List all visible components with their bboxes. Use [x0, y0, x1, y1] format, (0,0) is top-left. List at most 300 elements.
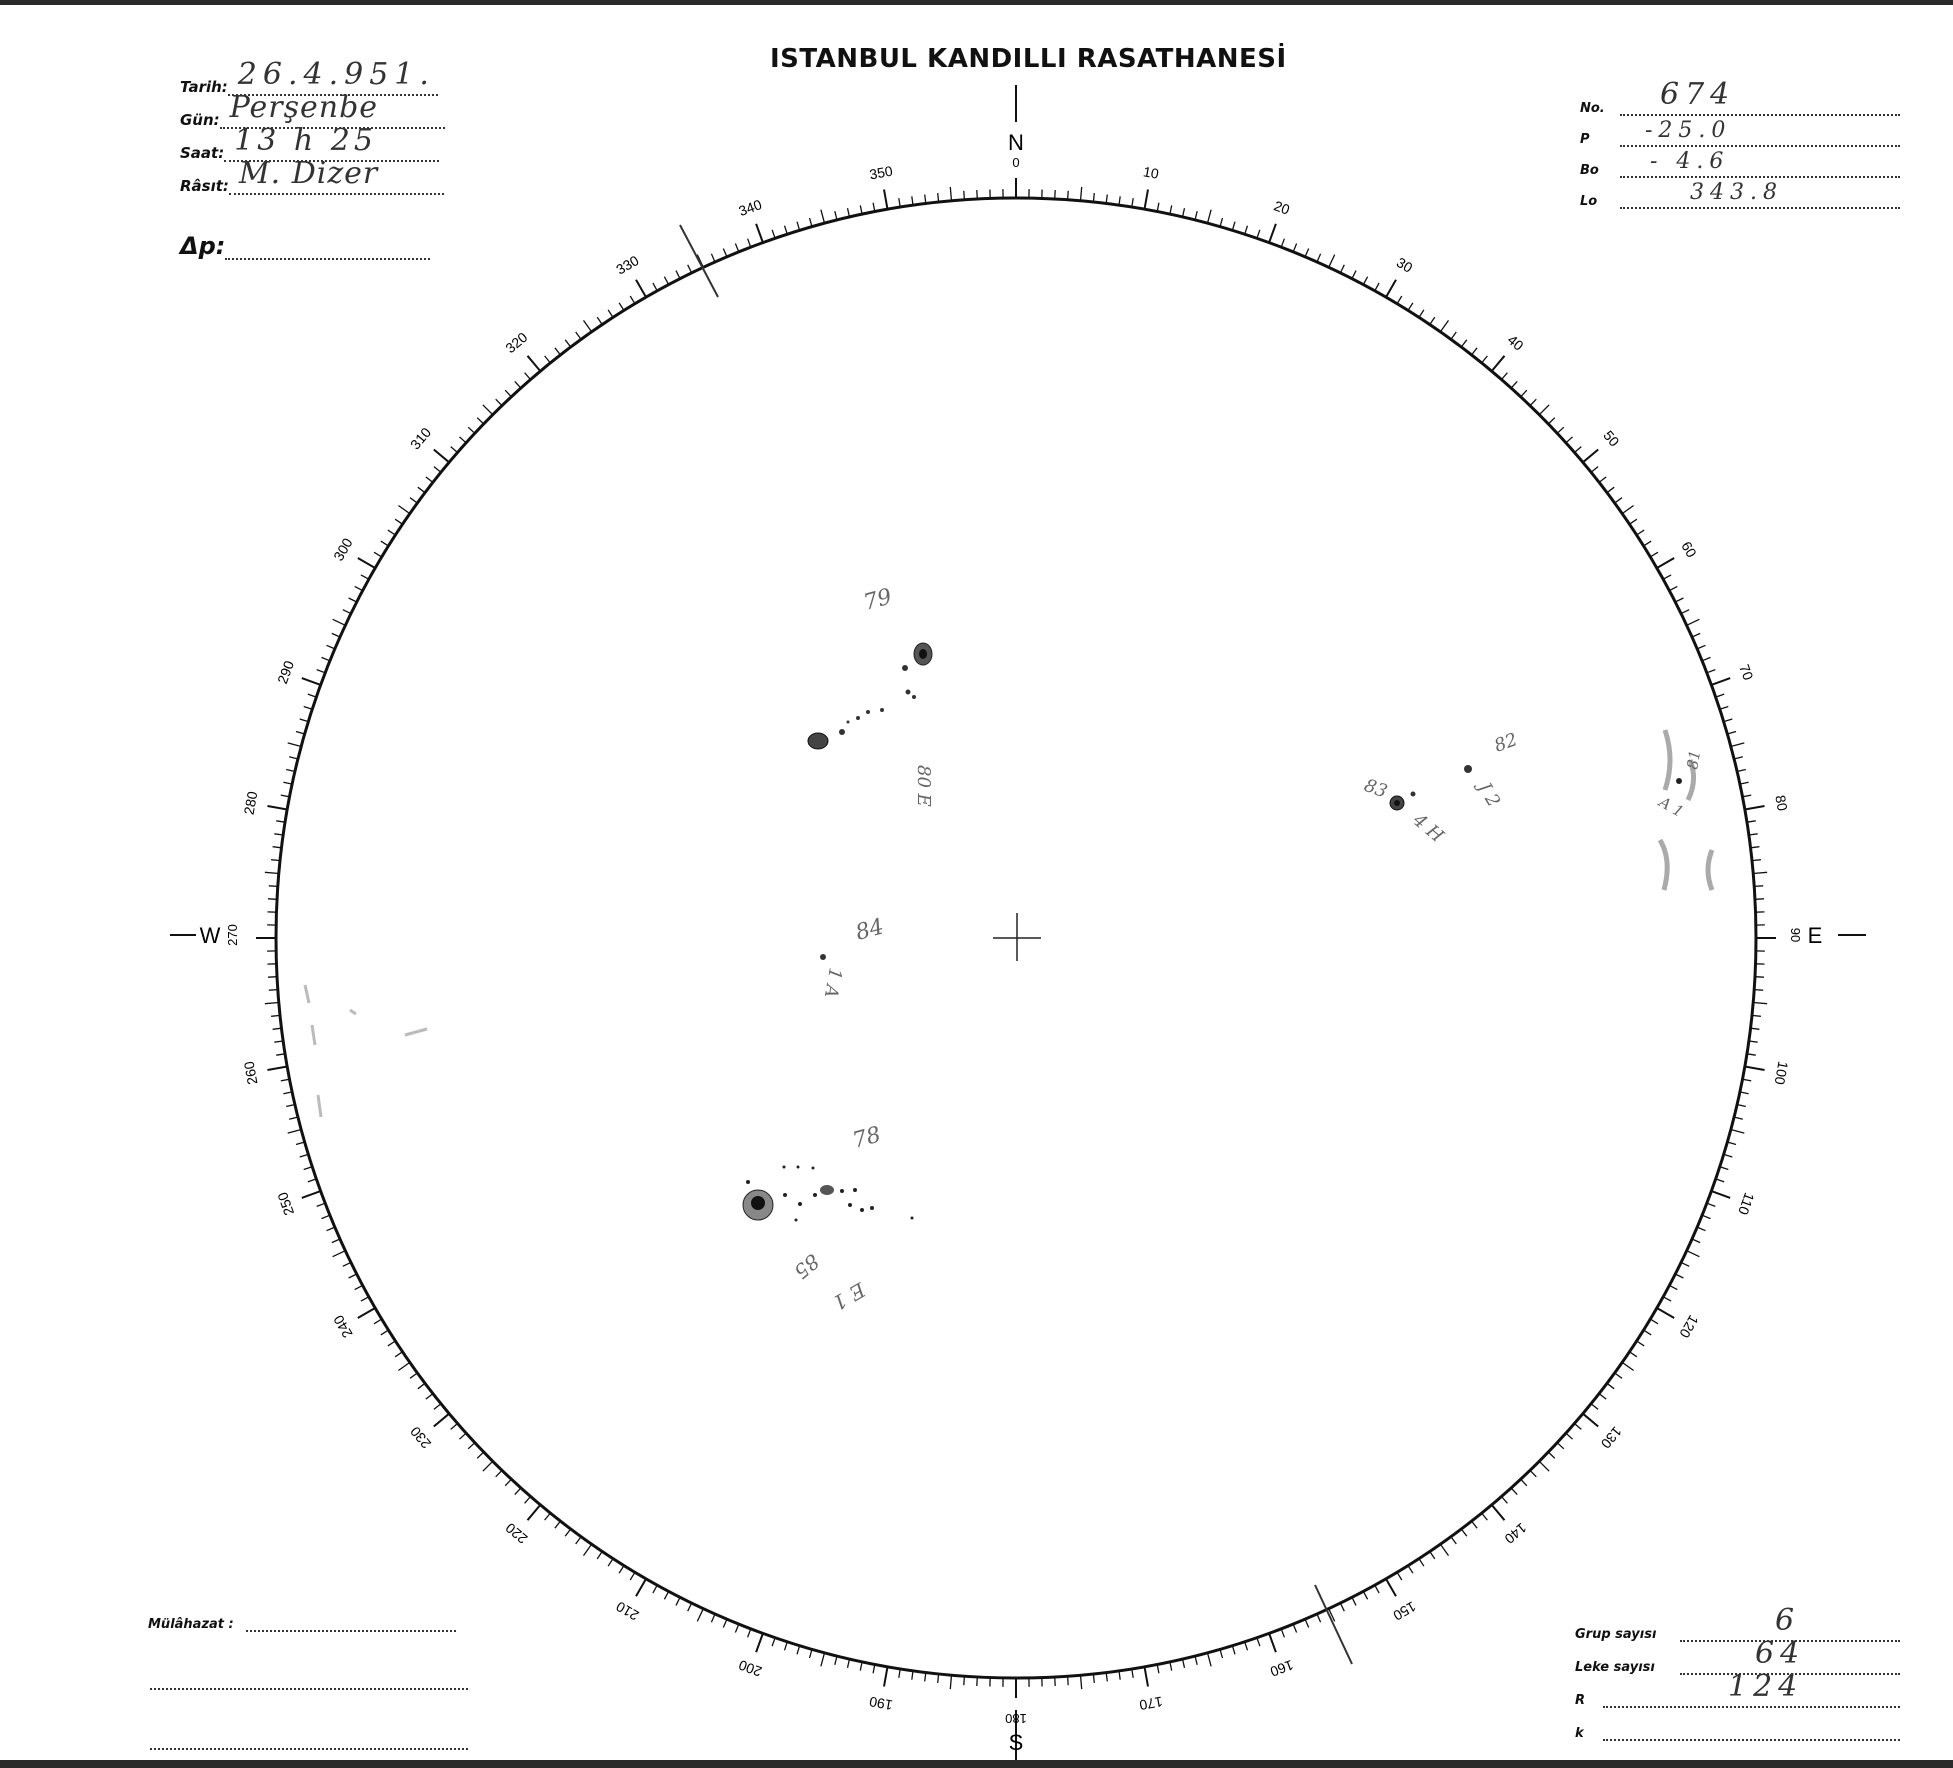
sunspot-umbra — [1394, 800, 1400, 806]
dial-tick — [322, 657, 330, 660]
group-label-81-code: A 1 — [1656, 792, 1687, 822]
north-letter: N — [1008, 130, 1024, 155]
dial-tick — [1692, 1239, 1700, 1243]
dial-tick — [288, 1130, 302, 1134]
dial-tick — [322, 1215, 330, 1218]
dial-tick — [608, 310, 613, 318]
dial-label-50: 50 — [1600, 427, 1623, 450]
dial-tick — [630, 1572, 635, 1580]
dial-tick — [1492, 356, 1505, 371]
dial-tick — [327, 645, 335, 649]
dial-tick — [1482, 356, 1488, 363]
dial-tick — [1720, 707, 1729, 710]
dial-tick — [361, 1297, 369, 1301]
dial-tick — [1530, 1470, 1536, 1477]
dial-tick — [545, 1513, 551, 1520]
dial-tick — [1637, 1341, 1645, 1346]
dial-tick — [349, 598, 357, 602]
sunspot-umbra — [919, 649, 927, 659]
dial-tick — [653, 1585, 657, 1593]
dial-tick — [265, 1003, 279, 1004]
dial-tick — [1615, 1373, 1622, 1378]
dial-tick — [276, 821, 285, 822]
dial-tick — [388, 1341, 396, 1346]
dial-tick — [1687, 619, 1700, 625]
dial-tick — [1451, 332, 1456, 339]
dial-tick — [468, 427, 475, 433]
dial-tick — [1293, 244, 1296, 252]
dial-tick — [271, 860, 280, 861]
sunspot — [820, 1185, 834, 1195]
sunspot — [795, 1219, 798, 1222]
dial-tick — [797, 1646, 800, 1655]
mulahazat-label: Mülâhazat : — [148, 1617, 234, 1632]
dial-tick — [496, 399, 502, 406]
dial-tick — [619, 303, 624, 311]
dial-tick — [1511, 1488, 1517, 1495]
dial-label-100: 100 — [1771, 1060, 1792, 1086]
dial-tick — [756, 224, 763, 243]
dial-tick — [395, 519, 402, 524]
dial-tick — [1502, 1497, 1508, 1504]
sunspot — [783, 1166, 786, 1169]
dial-tick — [545, 356, 551, 363]
dial-tick — [1419, 1559, 1424, 1567]
sunspot — [848, 1203, 852, 1207]
dial-tick — [977, 190, 978, 199]
dial-tick — [1754, 886, 1763, 887]
dial-tick — [1681, 610, 1689, 614]
dial-tick — [711, 1614, 715, 1622]
leke-value: 64 — [1755, 1636, 1806, 1671]
dial-tick — [1419, 310, 1424, 318]
dial-tick — [630, 296, 635, 304]
dial-tick — [1650, 1319, 1658, 1324]
dial-tick — [735, 1624, 738, 1632]
dial-tick — [269, 886, 278, 887]
dial-tick — [1386, 1579, 1396, 1596]
dial-tick — [477, 418, 484, 424]
dial-tick — [343, 610, 351, 614]
dial-label-30: 30 — [1393, 254, 1416, 276]
sunspot-umbra — [751, 1196, 765, 1210]
dial-tick — [1591, 467, 1598, 473]
dial-tick — [1644, 541, 1652, 546]
dial-tick — [785, 226, 788, 235]
dial-label-280: 280 — [240, 790, 261, 816]
dial-tick — [483, 1461, 493, 1471]
group-label-84: 84 — [853, 914, 887, 946]
dial-label-140: 140 — [1501, 1519, 1530, 1548]
dial-tick — [873, 203, 875, 212]
dial-tick — [343, 1262, 351, 1266]
dial-tick — [964, 1676, 965, 1685]
dial-tick — [332, 1239, 340, 1243]
dial-tick — [1232, 1646, 1235, 1655]
dial-label-310: 310 — [406, 424, 435, 453]
group-label-83: 83 — [1361, 774, 1390, 803]
dial-tick — [1752, 860, 1761, 861]
dial-tick — [1731, 1130, 1745, 1134]
dial-tick — [1145, 1667, 1149, 1687]
dial-tick — [1281, 239, 1284, 248]
dial-tick — [1711, 1191, 1730, 1198]
dial-tick — [1752, 1015, 1761, 1016]
dial-tick — [426, 1394, 433, 1400]
dial-label-80: 80 — [1772, 793, 1791, 813]
dial-label-320: 320 — [502, 328, 531, 357]
dial-tick — [1081, 1675, 1082, 1689]
dial-tick — [1340, 1603, 1344, 1611]
dial-tick — [1697, 1227, 1705, 1231]
r-value: 124 — [1728, 1669, 1804, 1704]
group-label-85-code: E 1 — [828, 1277, 870, 1316]
dial-tick — [283, 1092, 292, 1094]
sunspot — [840, 1189, 844, 1193]
sunspot-drawing — [305, 643, 1712, 1222]
dial-tick — [576, 1537, 581, 1544]
dial-tick — [1055, 190, 1056, 199]
sunspot — [812, 1167, 815, 1170]
dial-tick — [1681, 1262, 1689, 1266]
dial-tick — [1220, 218, 1223, 227]
dial-tick — [1397, 1572, 1402, 1580]
dial-tick — [332, 633, 340, 637]
dial-tick — [1657, 1308, 1674, 1318]
dial-tick — [1363, 277, 1367, 285]
dial-tick — [333, 1251, 346, 1257]
lo-value: 343.8 — [1690, 180, 1783, 205]
dial-tick — [1232, 222, 1235, 231]
dial-tick — [1637, 530, 1645, 535]
dial-tick — [525, 373, 531, 380]
dial-tick — [1711, 678, 1730, 685]
sunspot — [847, 721, 850, 724]
sunspot — [866, 710, 870, 714]
dial-tick — [1375, 283, 1379, 291]
dial-tick — [1734, 1117, 1743, 1119]
dial-tick — [619, 1566, 624, 1574]
dial-label-330: 330 — [613, 252, 642, 278]
dial-tick — [1081, 187, 1082, 201]
dial-tick — [468, 1443, 475, 1449]
dial-tick — [785, 1642, 788, 1651]
no-value: 674 — [1660, 77, 1736, 112]
dial-tick — [835, 211, 837, 220]
dial-tick — [938, 1674, 939, 1683]
dial-tick — [723, 249, 727, 257]
sunspot — [911, 1217, 914, 1220]
dial-tick — [899, 1669, 900, 1678]
dial-tick — [1539, 1461, 1549, 1471]
dial-tick — [1317, 254, 1321, 262]
dial-tick — [821, 210, 825, 224]
dial-tick — [653, 283, 657, 291]
dial-tick — [1093, 193, 1094, 202]
dial-tick — [1461, 1529, 1467, 1536]
dial-tick — [1170, 205, 1172, 214]
dial-label-10: 10 — [1141, 163, 1161, 182]
sunspot — [1676, 778, 1682, 784]
dial-tick — [288, 743, 302, 747]
dial-tick — [748, 1629, 751, 1638]
dial-tick — [268, 977, 277, 978]
dial-tick — [1472, 348, 1478, 355]
dial-tick — [1440, 320, 1448, 331]
dial-tick — [1305, 1619, 1309, 1627]
group-label-83-code: 4 H — [1408, 809, 1448, 847]
dial-label-340: 340 — [736, 196, 764, 220]
dial-tick — [358, 558, 375, 568]
compass-axes — [170, 85, 1866, 1760]
sunspot — [1411, 792, 1416, 797]
dial-label-250: 250 — [274, 1190, 298, 1218]
dial-tick — [565, 1529, 571, 1536]
dial-tick — [664, 277, 668, 285]
dial-label-70: 70 — [1736, 662, 1757, 683]
dial-tick — [1615, 498, 1622, 503]
dial-tick — [735, 244, 738, 252]
leke-label: Leke sayısı — [1575, 1660, 1655, 1675]
rasit-value: M. Dizer — [238, 156, 379, 191]
dial-tick — [1375, 1585, 1379, 1593]
dial-label-40: 40 — [1504, 331, 1527, 354]
dial-tick — [1702, 1215, 1710, 1218]
dial-tick — [289, 1117, 298, 1119]
dial-tick — [1754, 990, 1763, 991]
dial-tick — [810, 1649, 813, 1658]
dial-tick — [327, 1227, 335, 1231]
dial-tick — [1650, 552, 1658, 557]
dial-tick — [1742, 795, 1751, 797]
dial-tick — [772, 230, 775, 239]
dial-tick — [1145, 190, 1149, 210]
dial-tick — [388, 530, 396, 535]
dial-tick — [289, 757, 298, 759]
dial-tick — [756, 1633, 763, 1652]
dp-label: Δp: — [180, 232, 226, 260]
dial-tick — [688, 1603, 692, 1611]
dial-tick — [1675, 1274, 1683, 1278]
dial-tick — [1630, 519, 1637, 524]
gun-label: Gün: — [180, 111, 220, 129]
dial-tick — [268, 899, 277, 900]
dial-tick — [772, 1638, 775, 1647]
dial-tick — [821, 1653, 825, 1667]
group-label-79: 79 — [861, 584, 895, 616]
facula — [305, 985, 427, 1117]
dial-tick — [358, 1308, 375, 1318]
dial-tick — [1669, 1285, 1677, 1289]
dial-tick — [1397, 296, 1402, 304]
dial-tick — [555, 348, 561, 355]
sunspot — [902, 665, 908, 671]
dial-tick — [1663, 575, 1671, 579]
dial-tick — [1257, 230, 1260, 239]
dial-tick — [434, 1404, 441, 1410]
sunspot — [860, 1208, 864, 1212]
dial-tick — [1132, 198, 1133, 207]
dial-tick — [1557, 427, 1564, 433]
dial-tick — [1440, 1544, 1448, 1555]
dial-tick — [1707, 1203, 1716, 1206]
dial-tick — [1622, 1362, 1633, 1370]
dial-tick — [664, 1591, 668, 1599]
dial-tick — [1745, 806, 1765, 810]
dial-tick — [525, 1497, 531, 1504]
group-label-85: 85 — [789, 1249, 825, 1284]
dial-tick — [1208, 210, 1212, 224]
dial-tick — [1472, 1521, 1478, 1528]
dial-tick — [1742, 1079, 1751, 1081]
dial-tick — [1521, 390, 1527, 397]
dial-tick — [1451, 1537, 1456, 1544]
dial-tick — [395, 1352, 402, 1357]
dial-tick — [418, 487, 425, 493]
dial-tick — [1702, 657, 1710, 660]
dial-tick — [1430, 1552, 1435, 1559]
dial-tick — [528, 1505, 541, 1520]
dial-tick — [426, 477, 433, 483]
dial-tick — [1157, 1664, 1159, 1673]
dial-tick — [296, 1142, 305, 1145]
dial-tick — [1539, 405, 1549, 415]
dial-tick — [1430, 317, 1435, 324]
dial-tick — [1548, 418, 1555, 424]
dial-tick — [505, 390, 511, 397]
dial-tick — [1548, 1452, 1555, 1458]
dial-tick — [317, 1203, 326, 1206]
dial-tick — [1195, 211, 1197, 220]
dial-tick — [1269, 1633, 1276, 1652]
dial-label-20: 20 — [1271, 197, 1292, 218]
dial-tick — [1727, 732, 1736, 735]
south-degree: 180 — [1005, 1711, 1027, 1726]
dial-tick — [1697, 645, 1705, 649]
sunspot — [808, 733, 828, 749]
dial-tick — [1734, 757, 1743, 759]
no-label: No. — [1580, 101, 1605, 116]
sunspot — [839, 729, 845, 735]
south-letter: S — [1008, 1730, 1024, 1755]
dial-tick — [950, 1675, 951, 1689]
dial-tick — [1591, 1404, 1598, 1410]
dial-label-170: 170 — [1138, 1693, 1164, 1714]
dial-tick — [434, 1414, 449, 1427]
saat-label: Saat: — [180, 144, 225, 162]
west-degree: 270 — [225, 924, 240, 946]
dial-tick — [381, 541, 389, 546]
dial-tick — [1068, 191, 1069, 200]
axis-marker-top — [680, 225, 718, 297]
dial-tick — [1245, 226, 1248, 235]
sunspot — [798, 1202, 802, 1206]
dial-tick — [304, 1167, 313, 1170]
dial-tick — [1663, 1297, 1671, 1301]
dial-label-210: 210 — [613, 1598, 642, 1624]
dial-tick — [515, 1488, 521, 1495]
dial-tick — [1740, 1092, 1749, 1094]
dial-tick — [398, 506, 409, 514]
dial-tick — [884, 190, 888, 210]
dial-tick — [810, 218, 813, 227]
sunspot — [906, 690, 911, 695]
dial-label-240: 240 — [330, 1312, 356, 1341]
group-label-78: 78 — [850, 1122, 884, 1154]
dial-label-230: 230 — [406, 1423, 435, 1452]
dial-label-350: 350 — [868, 162, 894, 183]
dial-tick — [1281, 1629, 1284, 1638]
dial-tick — [283, 782, 292, 784]
dial-tick — [1557, 1443, 1564, 1449]
dial-tick — [1305, 249, 1309, 257]
dial-tick — [1408, 303, 1413, 311]
dial-tick — [1055, 1677, 1056, 1686]
dial-tick — [1724, 719, 1733, 722]
dial-tick — [268, 1067, 288, 1071]
r-label: R — [1575, 1693, 1586, 1708]
dial-tick — [1521, 1479, 1527, 1486]
dial-tick — [576, 332, 581, 339]
dial-tick — [1352, 1597, 1356, 1605]
dial-label-190: 190 — [868, 1693, 894, 1714]
dial-label-120: 120 — [1676, 1312, 1702, 1341]
dial-label-150: 150 — [1390, 1598, 1419, 1624]
dial-tick — [1724, 1154, 1733, 1157]
dial-tick — [1740, 782, 1749, 784]
dial-tick — [584, 320, 592, 331]
dial-tick — [1329, 255, 1335, 268]
dial-tick — [296, 732, 305, 735]
dial-tick — [938, 193, 939, 202]
dial-tick — [410, 498, 417, 503]
dial-tick — [451, 447, 458, 453]
dial-tick — [304, 707, 313, 710]
bo-label: Bo — [1580, 163, 1599, 178]
dial-tick — [1363, 1591, 1367, 1599]
saat-value: 13 h 25 — [234, 123, 377, 158]
dial-tick — [1170, 1662, 1172, 1671]
dial-label-60: 60 — [1678, 538, 1700, 561]
dial-tick — [1716, 1179, 1725, 1182]
bo-value: - 4.6 — [1650, 149, 1730, 174]
dial-tick — [459, 437, 466, 443]
dial-tick — [317, 670, 326, 673]
sunspot — [783, 1193, 787, 1197]
dial-tick — [300, 1154, 309, 1157]
dial-tick — [884, 1667, 888, 1687]
sunspot — [813, 1193, 817, 1197]
dial-tick — [1747, 821, 1756, 822]
dial-tick — [1269, 224, 1276, 243]
dial-tick — [1599, 1394, 1606, 1400]
dial-label-300: 300 — [330, 535, 356, 564]
dial-tick — [1707, 670, 1716, 673]
dial-tick — [1257, 1638, 1260, 1647]
dial-tick — [1599, 477, 1606, 483]
dial-tick — [355, 586, 363, 590]
group-label-82: 82 — [1491, 729, 1521, 757]
dial-tick — [748, 239, 751, 248]
dial-tick — [1630, 1352, 1637, 1357]
dial-tick — [977, 1677, 978, 1686]
dial-tick — [1622, 506, 1633, 514]
sunspot — [820, 954, 826, 960]
dial-tick — [860, 205, 862, 214]
rasit-label: Râsıt: — [180, 177, 229, 195]
sunspot — [853, 1188, 857, 1192]
dial-tick — [899, 198, 900, 207]
